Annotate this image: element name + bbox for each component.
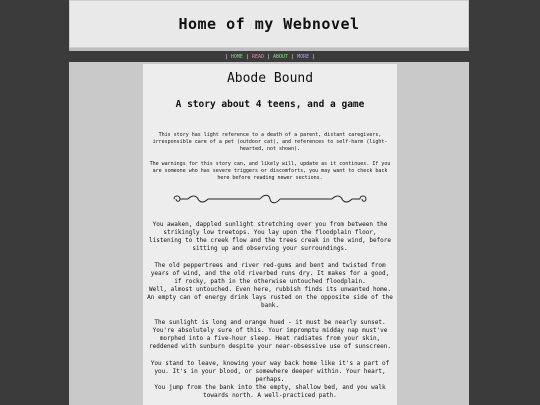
content-warning-update: The warnings for this story can, and likely will, update as it continues. If you are someone who has severe triggers or discomforts, you may want to check back here before reading newer sections. (149, 161, 391, 181)
nav-link-about[interactable]: ABOUT (273, 54, 289, 60)
nav-separator: | (245, 54, 249, 60)
story-title: Abode Bound (226, 71, 314, 86)
story-line: You stand to leave, knowing your way back home like it's a part of you. It's in your blood, or somewhere deeper within. Your heart, perhaps. (150, 360, 390, 383)
header-underline (69, 48, 469, 51)
nav-link-home[interactable]: HOME (230, 54, 243, 60)
story-line: Well, almost untouched. Even here, rubbish finds its unwanted home. An empty can of energy drink lays rusted on the opposite side of the bank. (147, 286, 393, 309)
nav-link-more[interactable]: MORE (297, 54, 310, 60)
nav-separator: | (312, 54, 316, 60)
story-paragraph (146, 319, 394, 351)
story-subtitle: A story about 4 teens, and a game (175, 99, 365, 110)
story-paragraph (146, 262, 394, 310)
nav-separator: | (291, 54, 295, 60)
story-line: You awaken, dappled sunlight stretching over you from between the strikingly low treetops. You lay upon the floodplain floor, listening to the creek flow and the trees creak in the wind, before sitting up and observing your surroundings. (148, 221, 392, 252)
story-paragraph (146, 360, 394, 400)
site-header (69, 0, 469, 48)
nav-separator: | (224, 54, 228, 60)
story-paragraph (146, 221, 394, 253)
story-line: The old peppertrees and river red-gums and bent and twisted from years of wind, and the old riverbed runs dry. It makes for a good, if rocky, path in the otherwise untouched floodplain. (150, 262, 390, 285)
story-line: You jump from the bank into the empty, shallow bed, and you walk towards north. A well-practiced path. (154, 384, 386, 399)
nav-separator: | (266, 54, 270, 60)
site-title: Home of my Webnovel (178, 15, 360, 33)
story-line: The sunlight is long and orange hued - it must be nearly sunset. You're absolutely sure of this. Your impromptu midday nap must've morphed into a five-hour sleep. Heat radiates from your skin, reddened with sunburn despite your near-obsessive use of sunscreen. (148, 319, 392, 350)
story-panel[interactable] (143, 64, 397, 405)
swirl-divider-icon (146, 193, 394, 205)
content-warning: This story has light reference to a death of a parent, distant caregivers, irresponsible care of a pet (outdoor cat), and references to self-harm (light-hearted, not shown). (152, 132, 388, 152)
nav-bar (0, 52, 540, 62)
nav-link-read[interactable]: READ (251, 54, 264, 60)
